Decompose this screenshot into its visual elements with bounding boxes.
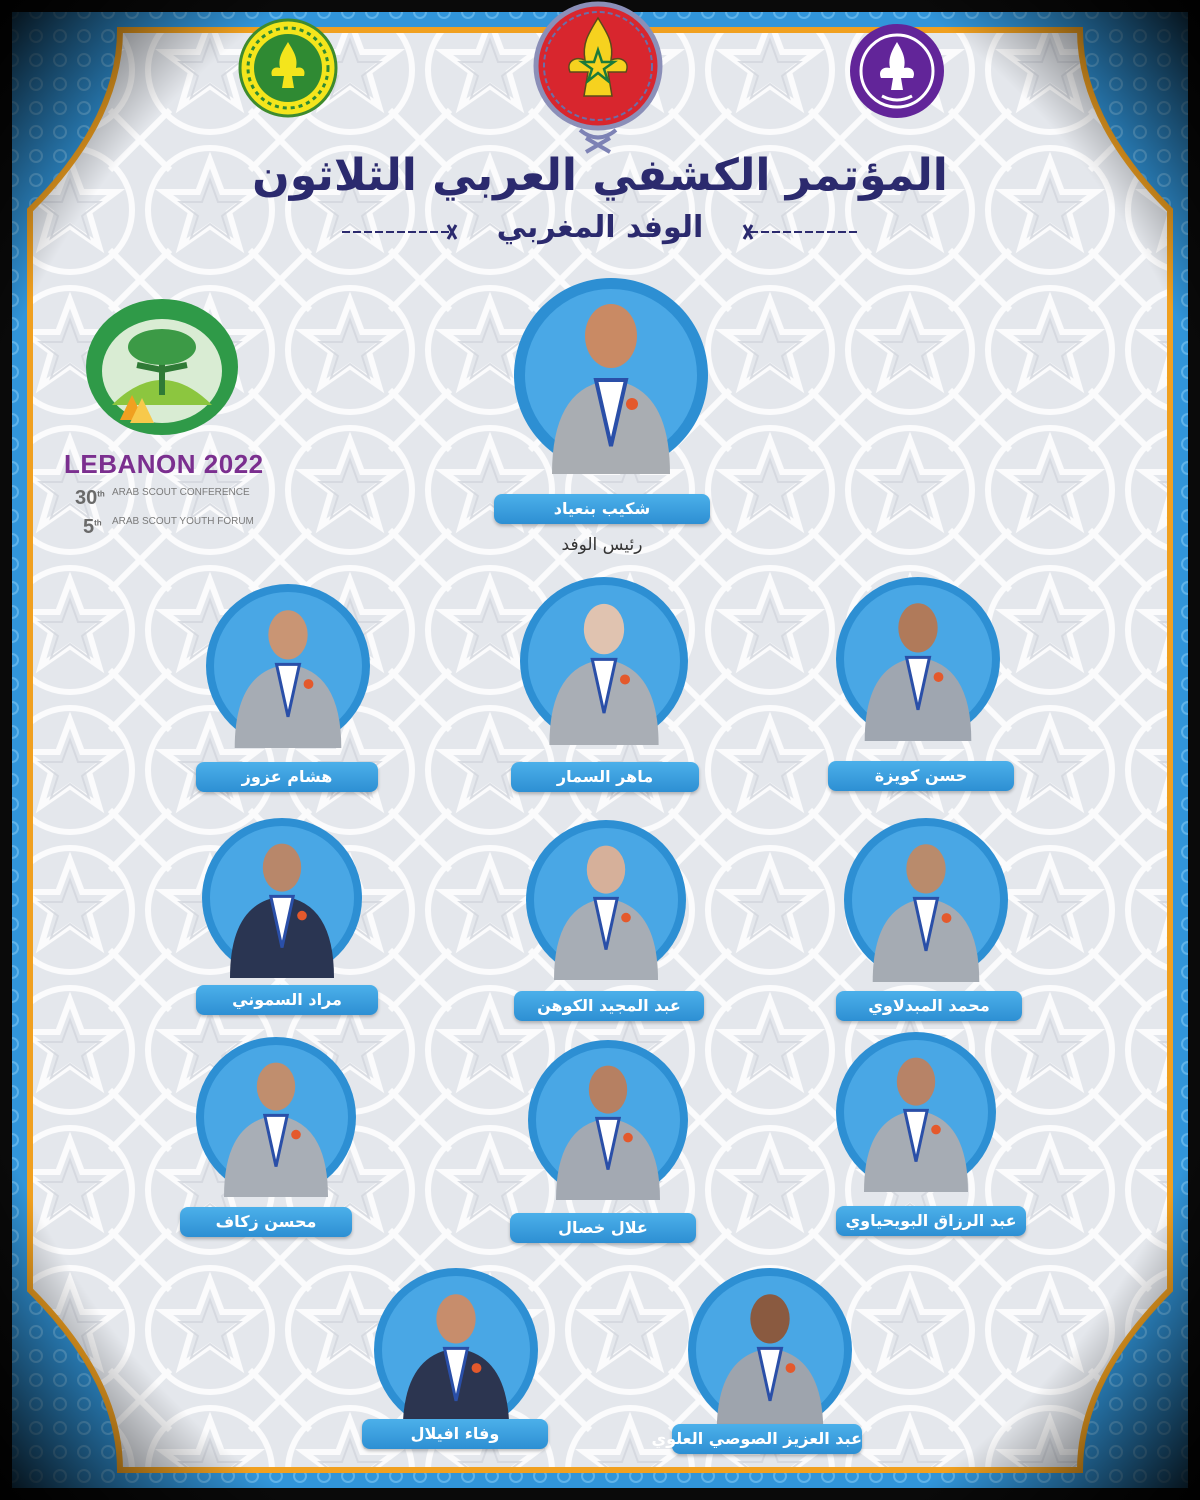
delegation-head-name: شكيب بنعياد — [494, 494, 710, 524]
member-name: مراد السموني — [196, 985, 378, 1015]
member-card — [528, 1040, 688, 1200]
world-scout-emblem-icon — [848, 22, 946, 120]
moroccan-scout-emblem-icon — [530, 0, 666, 160]
member-portrait — [202, 818, 362, 978]
member-portrait — [206, 584, 370, 748]
member-name: هشام عزوز — [196, 762, 378, 792]
conference-number: 30th — [75, 487, 105, 509]
member-name: ماهر السمار — [511, 762, 699, 792]
member-name: وفاء افيلال — [362, 1419, 548, 1449]
forum-line: ARAB SCOUT YOUTH FORUM — [112, 516, 254, 527]
member-card — [206, 584, 370, 748]
member-card — [202, 818, 362, 978]
member-portrait — [844, 818, 1008, 982]
member-portrait — [526, 820, 686, 980]
member-card — [688, 1268, 852, 1432]
forum-number: 5th — [83, 516, 102, 538]
member-portrait — [528, 1040, 688, 1200]
member-card — [844, 818, 1008, 982]
member-card — [374, 1268, 538, 1432]
member-name: عبد العزيز الصوصي العلوي — [672, 1424, 862, 1454]
member-name: عبد الرزاق البويحياوي — [836, 1206, 1026, 1236]
member-name: عبد المجيد الكوهن — [514, 991, 704, 1021]
member-card — [836, 577, 1000, 741]
page-subtitle: الوفد المغربي — [496, 210, 704, 245]
delegation-head-role: رئيس الوفد — [561, 535, 643, 555]
lebanon-2022-logo-icon — [82, 295, 242, 440]
member-portrait — [836, 577, 1000, 741]
member-portrait — [688, 1268, 852, 1432]
member-card — [196, 1037, 356, 1197]
member-portrait — [374, 1268, 538, 1432]
member-name: علال خصال — [510, 1213, 696, 1243]
conference-logo-label: LEBANON 2022 — [64, 449, 264, 479]
member-name: محسن زكاف — [180, 1207, 352, 1237]
member-card — [836, 1032, 996, 1192]
member-name: حسن كويزة — [828, 761, 1014, 791]
member-portrait — [512, 276, 710, 474]
page-title: المؤتمر الكشفي العربي الثلاثون — [252, 150, 948, 201]
arab-scout-emblem-icon — [238, 18, 338, 118]
member-name: محمد المبدلاوي — [836, 991, 1022, 1021]
member-portrait — [836, 1032, 996, 1192]
member-card — [520, 577, 688, 745]
conference-line: ARAB SCOUT CONFERENCE — [112, 487, 250, 498]
delegation-head-card — [512, 276, 710, 474]
member-portrait — [196, 1037, 356, 1197]
member-card — [526, 820, 686, 980]
member-portrait — [520, 577, 688, 745]
